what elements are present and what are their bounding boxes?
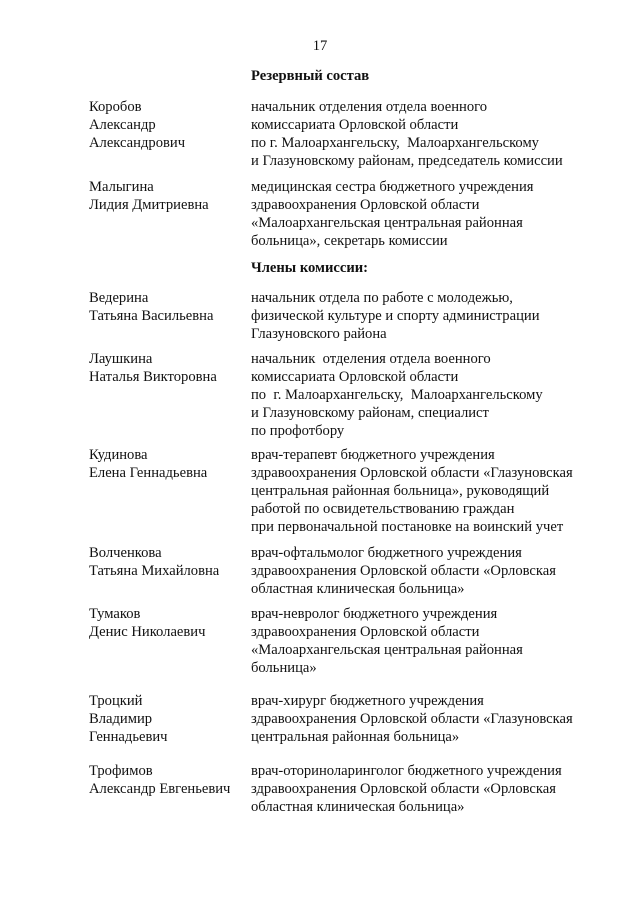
description-line: центральная районная больница», руководящий bbox=[251, 483, 550, 499]
member-entry-1-description bbox=[251, 289, 601, 343]
name-line: Владимир bbox=[89, 711, 153, 727]
description-line: и Глазуновскому районам, председатель комиссии bbox=[251, 153, 563, 169]
member-entry-3-name bbox=[89, 446, 247, 482]
description-line: Глазуновского района bbox=[251, 326, 387, 342]
name-line: Татьяна Михайловна bbox=[89, 563, 220, 579]
description-line: начальник отдела по работе с молодежью, bbox=[251, 290, 513, 306]
page-number: 17 bbox=[312, 38, 328, 54]
reserve-entry-1-description bbox=[251, 98, 601, 170]
name-line: Елена Геннадьевна bbox=[89, 465, 208, 481]
description-line: комиссариата Орловской области bbox=[251, 369, 459, 385]
reserve-entry-1-name bbox=[89, 98, 247, 152]
member-entry-4-description bbox=[251, 544, 601, 598]
description-line: по профотбору bbox=[251, 423, 345, 439]
name-line: Троцкий bbox=[89, 693, 143, 709]
name-line: Татьяна Васильевна bbox=[89, 308, 214, 324]
name-line: Ведерина bbox=[89, 290, 149, 306]
description-line: «Малоархангельская центральная районная bbox=[251, 642, 523, 658]
description-line: врач-невролог бюджетного учреждения bbox=[251, 606, 498, 622]
member-entry-6-name bbox=[89, 692, 247, 746]
reserve-heading: Резервный состав bbox=[251, 68, 370, 84]
member-entry-6-description bbox=[251, 692, 601, 746]
name-line: Геннадьевич bbox=[89, 729, 168, 745]
name-line: Александр Евгеньевич bbox=[89, 781, 231, 797]
name-line: Наталья Викторовна bbox=[89, 369, 217, 385]
members-heading: Члены комиссии: bbox=[251, 260, 369, 276]
description-line: врач-хирург бюджетного учреждения bbox=[251, 693, 484, 709]
name-line: Коробов bbox=[89, 99, 142, 115]
description-line: областная клиническая больница» bbox=[251, 581, 465, 597]
name-line: Лаушкина bbox=[89, 351, 153, 367]
name-line: Трофимов bbox=[89, 763, 153, 779]
description-line: работой по освидетельствованию граждан bbox=[251, 501, 515, 517]
description-line: врач-офтальмолог бюджетного учреждения bbox=[251, 545, 522, 561]
description-line: здравоохранения Орловской области «Глазуновская bbox=[251, 711, 573, 727]
description-line: начальник отделения отдела военного bbox=[251, 99, 488, 115]
member-entry-4-name bbox=[89, 544, 247, 580]
description-line: по г. Малоархангельску, Малоархангельскому bbox=[251, 387, 543, 403]
member-entry-3-description bbox=[251, 446, 601, 536]
member-entry-7-name bbox=[89, 762, 247, 798]
description-line: врач-оториноларинголог бюджетного учреждения bbox=[251, 763, 562, 779]
description-line: комиссариата Орловской области bbox=[251, 117, 459, 133]
name-line: Александр bbox=[89, 117, 156, 133]
description-line: центральная районная больница» bbox=[251, 729, 460, 745]
name-line: Волченкова bbox=[89, 545, 162, 561]
name-line: Александрович bbox=[89, 135, 186, 151]
description-line: при первоначальной постановке на воинский учет bbox=[251, 519, 564, 535]
member-entry-1-name bbox=[89, 289, 247, 325]
description-line: здравоохранения Орловской области bbox=[251, 197, 480, 213]
description-line: физической культуре и спорту администрации bbox=[251, 308, 540, 324]
name-line: Кудинова bbox=[89, 447, 148, 463]
description-line: по г. Малоархангельску, Малоархангельскому bbox=[251, 135, 539, 151]
description-line: начальник отделения отдела военного bbox=[251, 351, 491, 367]
member-entry-5-description bbox=[251, 605, 601, 677]
description-line: больница», секретарь комиссии bbox=[251, 233, 448, 249]
member-entry-7-description bbox=[251, 762, 601, 816]
description-line: врач-терапевт бюджетного учреждения bbox=[251, 447, 495, 463]
name-line: Денис Николаевич bbox=[89, 624, 206, 640]
description-line: здравоохранения Орловской области «Орловская bbox=[251, 563, 556, 579]
description-line: областная клиническая больница» bbox=[251, 799, 465, 815]
reserve-entry-2-description bbox=[251, 178, 601, 250]
description-line: здравоохранения Орловской области «Глазуновская bbox=[251, 465, 573, 481]
member-entry-5-name bbox=[89, 605, 247, 641]
reserve-entry-2-name bbox=[89, 178, 247, 214]
member-entry-2-description bbox=[251, 350, 601, 440]
description-line: и Глазуновскому районам, специалист bbox=[251, 405, 489, 421]
name-line: Лидия Дмитриевна bbox=[89, 197, 209, 213]
description-line: медицинская сестра бюджетного учреждения bbox=[251, 179, 534, 195]
description-line: «Малоархангельская центральная районная bbox=[251, 215, 523, 231]
description-line: здравоохранения Орловской области bbox=[251, 624, 480, 640]
member-entry-2-name bbox=[89, 350, 247, 386]
description-line: здравоохранения Орловской области «Орловская bbox=[251, 781, 556, 797]
name-line: Малыгина bbox=[89, 179, 154, 195]
description-line: больница» bbox=[251, 660, 317, 676]
name-line: Тумаков bbox=[89, 606, 141, 622]
